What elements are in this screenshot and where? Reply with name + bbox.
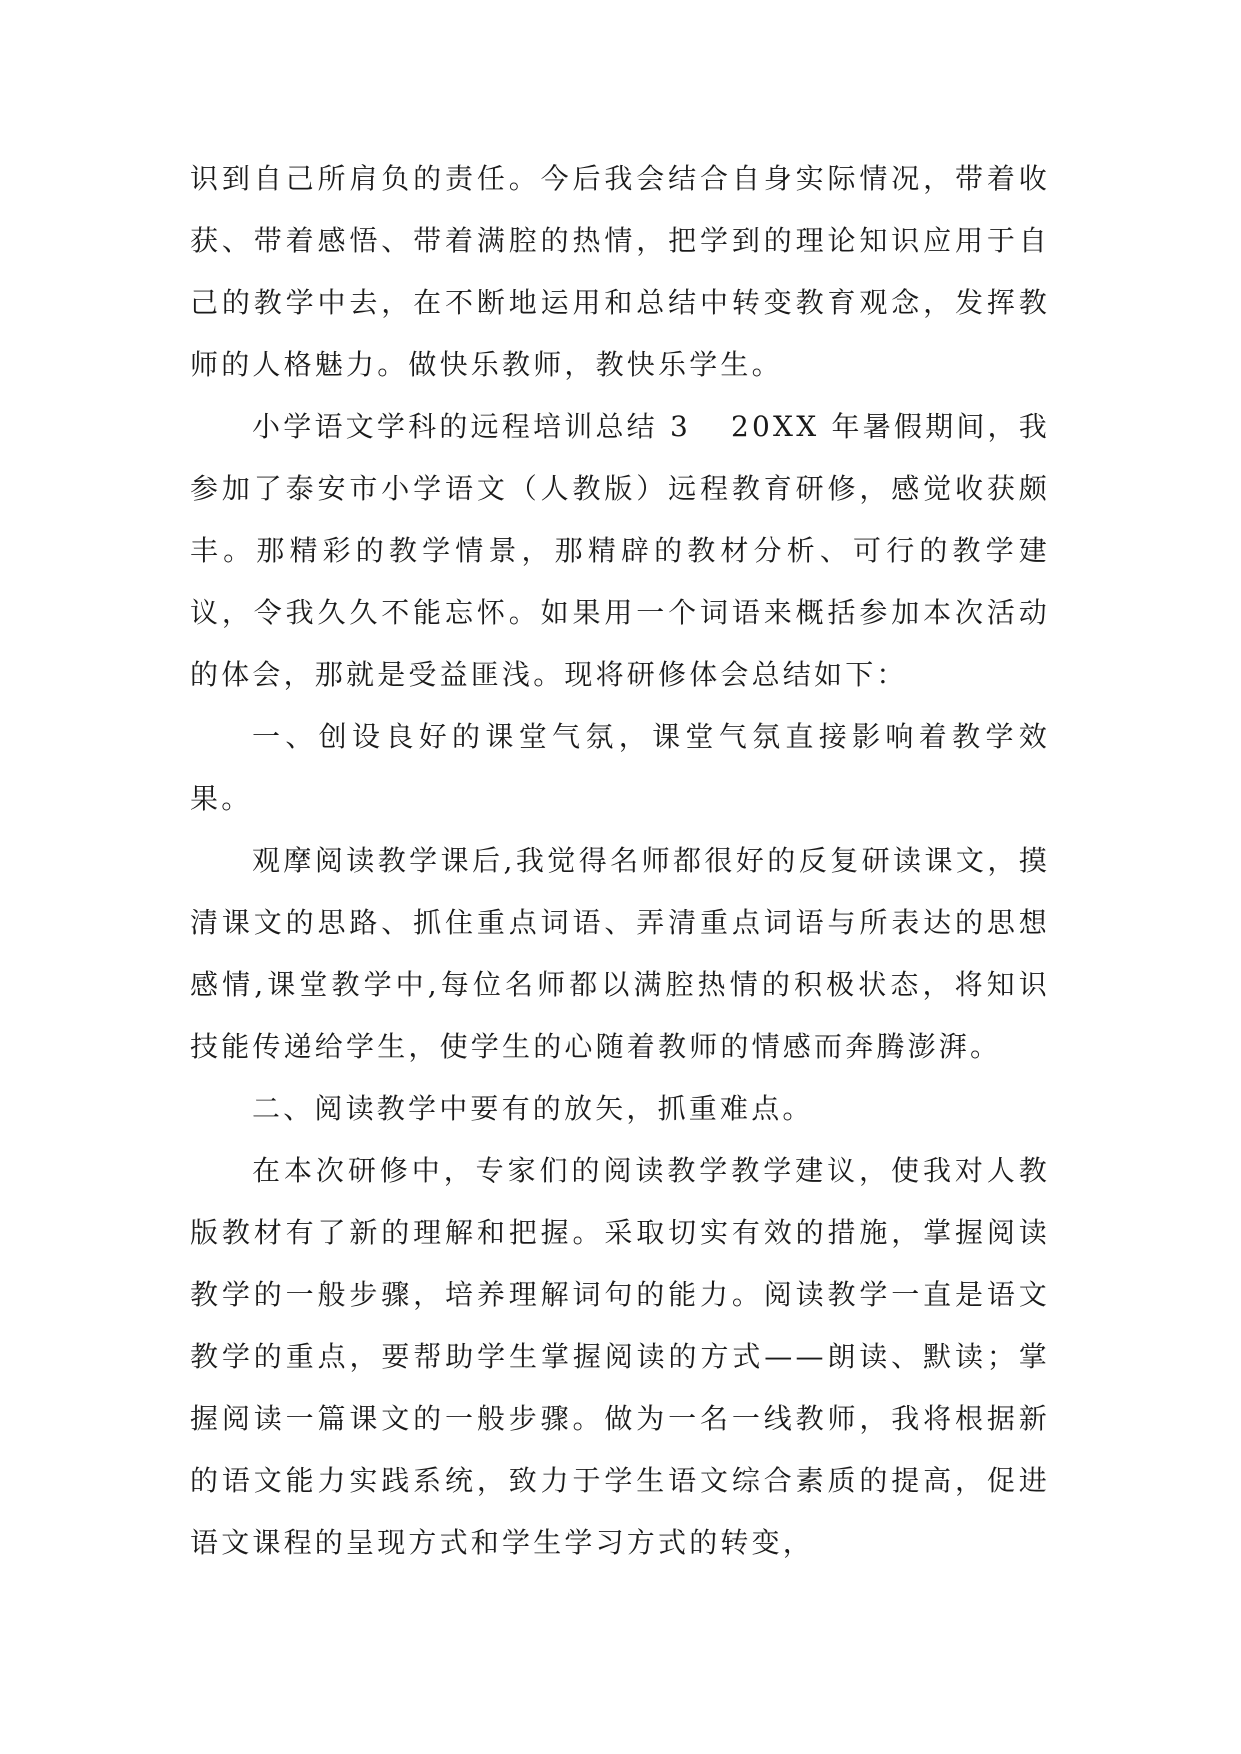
document-body xyxy=(190,148,1050,1574)
paragraph-6: 在本次研修中，专家们的阅读教学教学建议，使我对人教版教材有了新的理解和把握。采取切实有效的措施，掌握阅读教学的一般步骤，培养理解词句的能力。阅读教学一直是语文教学的重点，要帮助学生掌握阅读的方式——朗读、默读；掌握阅读一篇课文的一般步骤。做为一名一线教师，我将根据新的语文能力实践系统，致力于学生语文综合素质的提高，促进语文课程的呈现方式和学生学习方式的转变， xyxy=(190,1154,1050,1559)
section-heading: 小学语文学科的远程培训总结 3 xyxy=(252,410,692,443)
paragraph-1: 识到自己所肩负的责任。今后我会结合自身实际情况，带着收获、带着感悟、带着满腔的热情，把学到的理论知识应用于自己的教学中去，在不断地运用和总结中转变教育观念，发挥教师的人格魅力。做快乐教师，教快乐学生。 xyxy=(190,162,1050,381)
paragraph-3: 一、创设良好的课堂气氛，课堂气氛直接影响着教学效果。 xyxy=(190,720,1050,815)
paragraph-4: 观摩阅读教学课后,我觉得名师都很好的反复研读课文，摸清课文的思路、抓住重点词语、弄清重点词语与所表达的思想感情,课堂教学中,每位名师都以满腔热情的积极状态，将知识技能传递给学生，使学生的心随着教师的情感而奔腾澎湃。 xyxy=(190,844,1050,1063)
paragraph-2-text: 20XX 年暑假期间，我参加了泰安市小学语文（人教版）远程教育研修，感觉收获颇丰。那精彩的教学情景，那精辟的教材分析、可行的教学建议，令我久久不能忘怀。如果用一个词语来概括参加本次活动的体会，那就是受益匪浅。现将研修体会总结如下： xyxy=(190,410,1050,691)
paragraph-5: 二、阅读教学中要有的放矢，抓重难点。 xyxy=(252,1092,814,1125)
paragraph-2 xyxy=(190,396,1050,706)
